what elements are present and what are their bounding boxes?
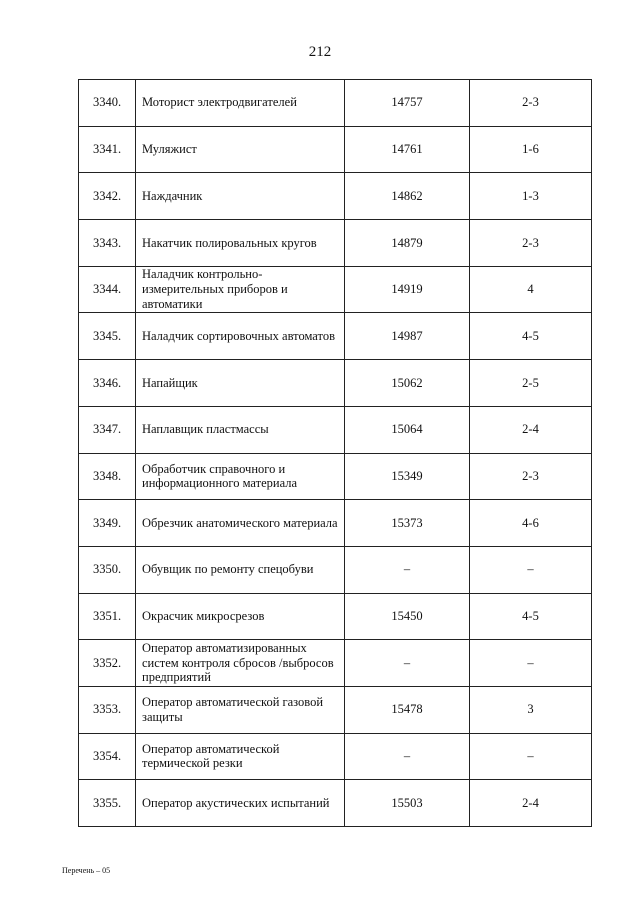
occupation-code-cell: 15503 bbox=[345, 780, 470, 827]
category-range-cell: 1-3 bbox=[470, 173, 592, 220]
row-number-cell: 3344. bbox=[79, 266, 136, 313]
occupations-table bbox=[78, 79, 592, 827]
occupation-name-cell: Напайщик bbox=[136, 360, 345, 407]
occupation-code-cell: 14919 bbox=[345, 266, 470, 313]
occupation-code-cell: 15373 bbox=[345, 500, 470, 547]
table-row bbox=[79, 640, 592, 687]
occupation-name-cell: Обработчик справочного и информационного материала bbox=[136, 453, 345, 500]
table-body bbox=[79, 80, 592, 827]
table-row bbox=[79, 360, 592, 407]
occupation-code-cell: 15062 bbox=[345, 360, 470, 407]
row-number-cell: 3342. bbox=[79, 173, 136, 220]
row-number-cell: 3340. bbox=[79, 80, 136, 127]
table-row bbox=[79, 173, 592, 220]
occupation-code-cell: 14879 bbox=[345, 220, 470, 267]
occupation-name-cell: Оператор автоматической газовой защиты bbox=[136, 686, 345, 733]
occupation-code-cell: 14761 bbox=[345, 126, 470, 173]
category-range-cell: 2-3 bbox=[470, 80, 592, 127]
occupation-name-cell: Наладчик сортировочных автоматов bbox=[136, 313, 345, 360]
category-range-cell: 2-4 bbox=[470, 780, 592, 827]
row-number-cell: 3349. bbox=[79, 500, 136, 547]
occupation-name-cell: Окрасчик микросрезов bbox=[136, 593, 345, 640]
row-number-cell: 3348. bbox=[79, 453, 136, 500]
table-row bbox=[79, 546, 592, 593]
row-number-cell: 3352. bbox=[79, 640, 136, 687]
occupation-name-cell: Обрезчик анатомического материала bbox=[136, 500, 345, 547]
row-number-cell: 3355. bbox=[79, 780, 136, 827]
category-range-cell: 4 bbox=[470, 266, 592, 313]
table-row bbox=[79, 453, 592, 500]
occupation-name-cell: Оператор автоматизированных систем контроля сбросов /выбросов предприятий bbox=[136, 640, 345, 687]
table-row bbox=[79, 406, 592, 453]
table-row bbox=[79, 780, 592, 827]
category-range-cell: 2-3 bbox=[470, 453, 592, 500]
occupation-name-cell: Оператор акустических испытаний bbox=[136, 780, 345, 827]
row-number-cell: 3341. bbox=[79, 126, 136, 173]
occupation-code-cell: 14757 bbox=[345, 80, 470, 127]
row-number-cell: 3347. bbox=[79, 406, 136, 453]
category-range-cell: 2-5 bbox=[470, 360, 592, 407]
table-row bbox=[79, 733, 592, 780]
occupation-code-cell: 14987 bbox=[345, 313, 470, 360]
category-range-cell: 1-6 bbox=[470, 126, 592, 173]
occupation-name-cell: Моторист электродвигателей bbox=[136, 80, 345, 127]
category-range-cell: – bbox=[470, 640, 592, 687]
table-row bbox=[79, 80, 592, 127]
occupation-code-cell: 15064 bbox=[345, 406, 470, 453]
occupation-code-cell: – bbox=[345, 546, 470, 593]
occupation-code-cell: 15450 bbox=[345, 593, 470, 640]
category-range-cell: 4-5 bbox=[470, 593, 592, 640]
occupation-name-cell: Оператор автоматической термической резки bbox=[136, 733, 345, 780]
occupation-name-cell: Накатчик полировальных кругов bbox=[136, 220, 345, 267]
occupation-code-cell: 14862 bbox=[345, 173, 470, 220]
row-number-cell: 3354. bbox=[79, 733, 136, 780]
page-number: 212 bbox=[308, 44, 332, 60]
table-row bbox=[79, 266, 592, 313]
category-range-cell: 4-6 bbox=[470, 500, 592, 547]
occupation-name-cell: Муляжист bbox=[136, 126, 345, 173]
occupation-code-cell: 15478 bbox=[345, 686, 470, 733]
table-row bbox=[79, 126, 592, 173]
category-range-cell: – bbox=[470, 733, 592, 780]
row-number-cell: 3346. bbox=[79, 360, 136, 407]
category-range-cell: 4-5 bbox=[470, 313, 592, 360]
category-range-cell: 3 bbox=[470, 686, 592, 733]
row-number-cell: 3353. bbox=[79, 686, 136, 733]
occupation-name-cell: Наплавщик пластмассы bbox=[136, 406, 345, 453]
row-number-cell: 3351. bbox=[79, 593, 136, 640]
row-number-cell: 3350. bbox=[79, 546, 136, 593]
occupation-code-cell: 15349 bbox=[345, 453, 470, 500]
occupation-code-cell: – bbox=[345, 640, 470, 687]
category-range-cell: 2-4 bbox=[470, 406, 592, 453]
table-row bbox=[79, 686, 592, 733]
category-range-cell: 2-3 bbox=[470, 220, 592, 267]
occupation-name-cell: Наладчик контрольно-измерительных приборов и автоматики bbox=[136, 266, 345, 313]
occupation-name-cell: Обувщик по ремонту спецобуви bbox=[136, 546, 345, 593]
table-row bbox=[79, 500, 592, 547]
occupation-name-cell: Наждачник bbox=[136, 173, 345, 220]
page-footer: Перечень – 05 bbox=[62, 866, 111, 875]
table-row bbox=[79, 593, 592, 640]
category-range-cell: – bbox=[470, 546, 592, 593]
table-row bbox=[79, 313, 592, 360]
occupation-code-cell: – bbox=[345, 733, 470, 780]
table-row bbox=[79, 220, 592, 267]
row-number-cell: 3343. bbox=[79, 220, 136, 267]
row-number-cell: 3345. bbox=[79, 313, 136, 360]
